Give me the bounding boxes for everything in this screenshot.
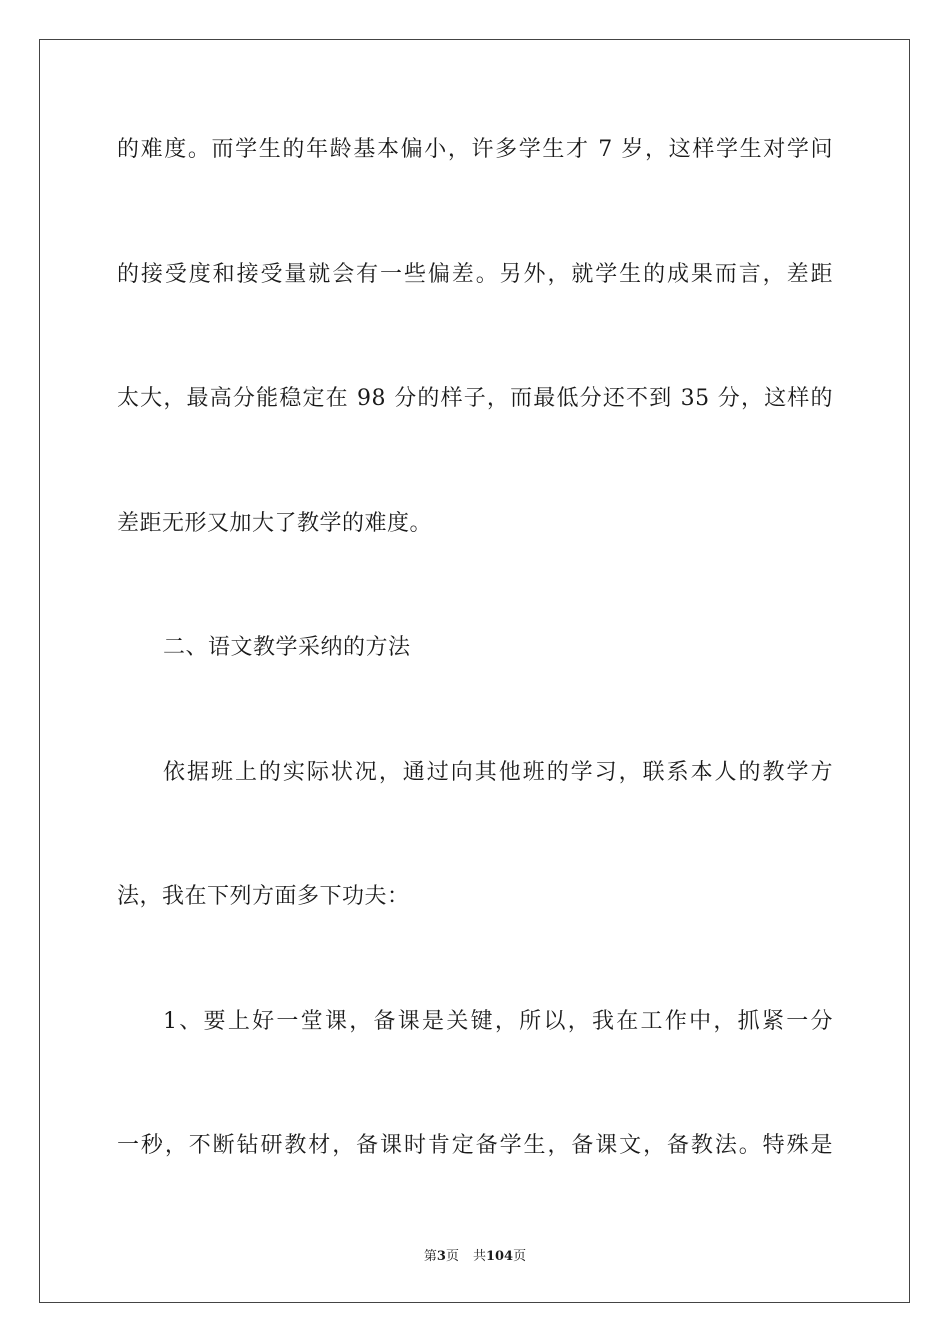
body-text-line: 1、要上好一堂课，备课是关键，所以，我在工作中，抓紧一分 bbox=[163, 1009, 833, 1034]
footer-page-suffix: 页 bbox=[445, 1249, 459, 1264]
footer-total-suffix: 页 bbox=[513, 1249, 527, 1264]
page-border bbox=[39, 39, 910, 1303]
section-heading: 二、语文教学采纳的方法 bbox=[163, 635, 411, 660]
footer-total-prefix: 共 bbox=[472, 1249, 486, 1264]
body-text-line: 的接受度和接受量就会有一些偏差。另外，就学生的成果而言，差距 bbox=[117, 262, 833, 287]
page-footer bbox=[0, 1248, 950, 1266]
body-text-line: 法，我在下列方面多下功夫： bbox=[117, 884, 410, 909]
body-text-line: 差距无形又加大了教学的难度。 bbox=[117, 511, 433, 536]
current-page-number: 3 bbox=[436, 1249, 446, 1264]
footer-prefix: 第 bbox=[423, 1249, 437, 1264]
body-text-line: 太大，最高分能稳定在 98 分的样子，而最低分还不到 35 分，这样的 bbox=[117, 386, 833, 411]
body-text-line: 的难度。而学生的年龄基本偏小，许多学生才 7 岁，这样学生对学问 bbox=[117, 137, 833, 162]
body-text-line: 一秒，不断钻研教材，备课时肯定备学生，备课文，备教法。特殊是 bbox=[117, 1133, 833, 1158]
body-text-line: 依据班上的实际状况，通过向其他班的学习，联系本人的教学方 bbox=[163, 760, 833, 785]
total-page-count: 104 bbox=[485, 1249, 514, 1264]
